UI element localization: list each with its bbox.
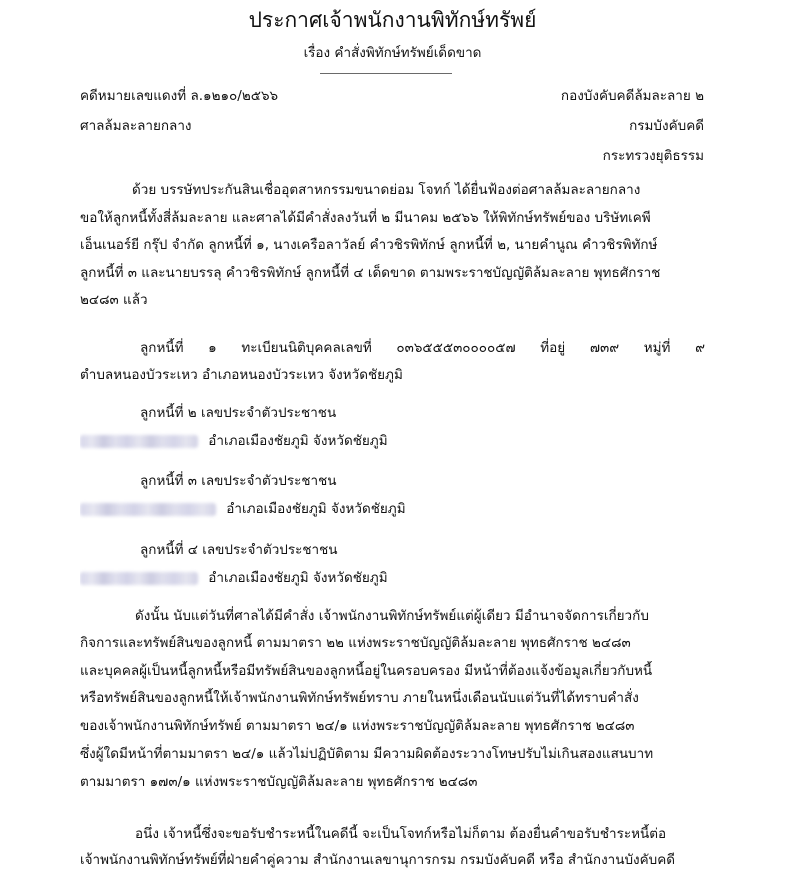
paragraph-line: ขอให้ลูกหนี้ทั้งสี่ล้มละลาย และศาลได้มีคำสั่งลงวันที่ ๒ มีนาคม ๒๕๖๖ ให้พิทักษ์ทรัพย์ของ บริษัทเคพี [80,210,651,226]
debtor-4-line-1 [140,540,681,560]
debtor-4-prefix: ลูกหนี้ที่ ๔ เลขประจำตัวประชาชน [140,542,338,558]
debtor-1-word: ๙ [695,340,705,356]
paragraph-line: ตามมาตรา ๑๗๓/๑ แห่งพระราชบัญญัติล้มละลาย พุทธศักราช ๒๔๘๓ [80,774,478,790]
debtor-4-line-2 [80,568,388,588]
paragraph-line: เอ็นเนอร์ยี กรุ๊ป จำกัด ลูกหนี้ที่ ๑, นางเครือลาวัลย์ คำวชิรพิทักษ์ ลูกหนี้ที่ ๒, นายคำนูณ คำวชิรพิทักษ์ [80,237,658,253]
page-title: ประกาศเจ้าพนักงานพิทักษ์ทรัพย์ [248,8,537,32]
debtor-1-word: ๗๓๙ [589,340,620,356]
paragraph-line: และบุคคลผู้เป็นหนี้ลูกหนี้หรือมีทรัพย์สินของลูกหนี้อยู่ในครอบครอง มีหน้าที่ต้องแจ้งข้อมูลเกี่ยวกับหนี้ [80,663,653,679]
department-name: กรมบังคับคดี [629,118,704,134]
redacted-address [80,435,198,448]
paragraph-line: ซึ่งผู้ใดมีหน้าที่ตามมาตรา ๒๔/๑ แล้วไม่ปฏิบัติตาม มีความผิดต้องระวางโทษปรับไม่เกินสองแสนบาท [80,746,654,762]
redacted-id-number [347,475,680,488]
paragraph-line: อนึ่ง เจ้าหนี้ซึ่งจะขอรับชำระหนี้ในคดีนี้ จะเป็นโจทก์หรือไม่ก็ตาม ต้องยื่นคำขอรับชำระหนี้ต่อ [135,826,667,842]
paragraph-line: ดังนั้น นับแต่วันที่ศาลได้มีคำสั่ง เจ้าพนักงานพิทักษ์ทรัพย์แต่ผู้เดียว มีอำนาจจัดการเกี่ยวกับ [135,608,649,624]
ministry-name: กระทรวงยุติธรรม [602,148,704,164]
debtor-1-word: ที่อยู่ [540,340,566,356]
paragraph-line: ของเจ้าพนักงานพิทักษ์ทรัพย์ ตามมาตรา ๒๔/๑ แห่งพระราชบัญญัติล้มละลาย พุทธศักราช ๒๔๘๓ [80,718,635,734]
court-name: ศาลล้มละลายกลาง [80,118,192,134]
paragraph-line: หรือทรัพย์สินของลูกหนี้ให้เจ้าพนักงานพิทักษ์ทรัพย์ทราบ ภายในหนึ่งเดือนนับแต่วันที่ได้ทราบคำสั่ง [80,690,639,706]
debtor-3-line-2 [80,499,406,519]
debtor-1-word: หมู่ที่ [643,340,671,356]
case-number: คดีหมายเลขแดงที่ ล.๑๒๑๐/๒๕๖๖ [80,88,279,104]
redacted-id-number [348,544,681,557]
debtor-1-line-1 [140,338,705,358]
debtor-2-line-1 [140,403,679,423]
redacted-id-number [346,407,679,420]
paragraph-line: ลูกหนี้ที่ ๓ และนายบรรลุ คำวชิรพิทักษ์ ลูกหนี้ที่ ๔ เด็ดขาด ตามพระราชบัญญัติล้มละลาย พุทธศักราช [80,265,661,281]
paragraph-line: ๒๔๘๓ แล้ว [80,292,148,308]
debtor-2-suffix: อำเภอเมืองชัยภูมิ จังหวัดชัยภูมิ [208,433,388,449]
debtor-2-line-2 [80,431,388,451]
debtor-1-word: ๐๓๖๕๕๕๓๐๐๐๐๕๗ [396,340,516,356]
debtor-1-word: ลูกหนี้ที่ [140,340,184,356]
debtor-3-line-1 [140,471,680,491]
debtor-3-suffix: อำเภอเมืองชัยภูมิ จังหวัดชัยภูมิ [226,501,406,517]
debtor-1-word: ๑ [208,340,217,356]
paragraph-line: ด้วย บรรษัทประกันสินเชื่ออุตสาหกรรมขนาดย่อม โจทก์ ได้ยื่นฟ้องต่อศาลล้มละลายกลาง [132,182,641,198]
debtor-3-prefix: ลูกหนี้ที่ ๓ เลขประจำตัวประชาชน [140,473,337,489]
page-subtitle: เรื่อง คำสั่งพิทักษ์ทรัพย์เด็ดขาด [303,45,482,61]
title-divider [320,73,452,74]
paragraph-line: เจ้าพนักงานพิทักษ์ทรัพย์ที่ฝ่ายคำคู่ความ สำนักงานเลขานุการกรม กรมบังคับคดี หรือ สำนักงานบังคับคดี [80,852,676,868]
redacted-address [80,503,216,516]
redacted-address [80,572,198,585]
paragraph-line: กิจการและทรัพย์สินของลูกหนี้ ตามมาตรา ๒๒ แห่งพระราชบัญญัติล้มละลาย พุทธศักราช ๒๔๘๓ [80,635,631,651]
debtor-2-prefix: ลูกหนี้ที่ ๒ เลขประจำตัวประชาชน [140,405,337,421]
debtor-4-suffix: อำเภอเมืองชัยภูมิ จังหวัดชัยภูมิ [208,570,388,586]
office-name: กองบังคับคดีล้มละลาย ๒ [560,88,704,104]
debtor-1-line-2: ตำบลหนองบัวระเหว อำเภอหนองบัวระเหว จังหวัดชัยภูมิ [80,367,403,383]
debtor-1-word: ทะเบียนนิติบุคคลเลขที่ [241,340,372,356]
